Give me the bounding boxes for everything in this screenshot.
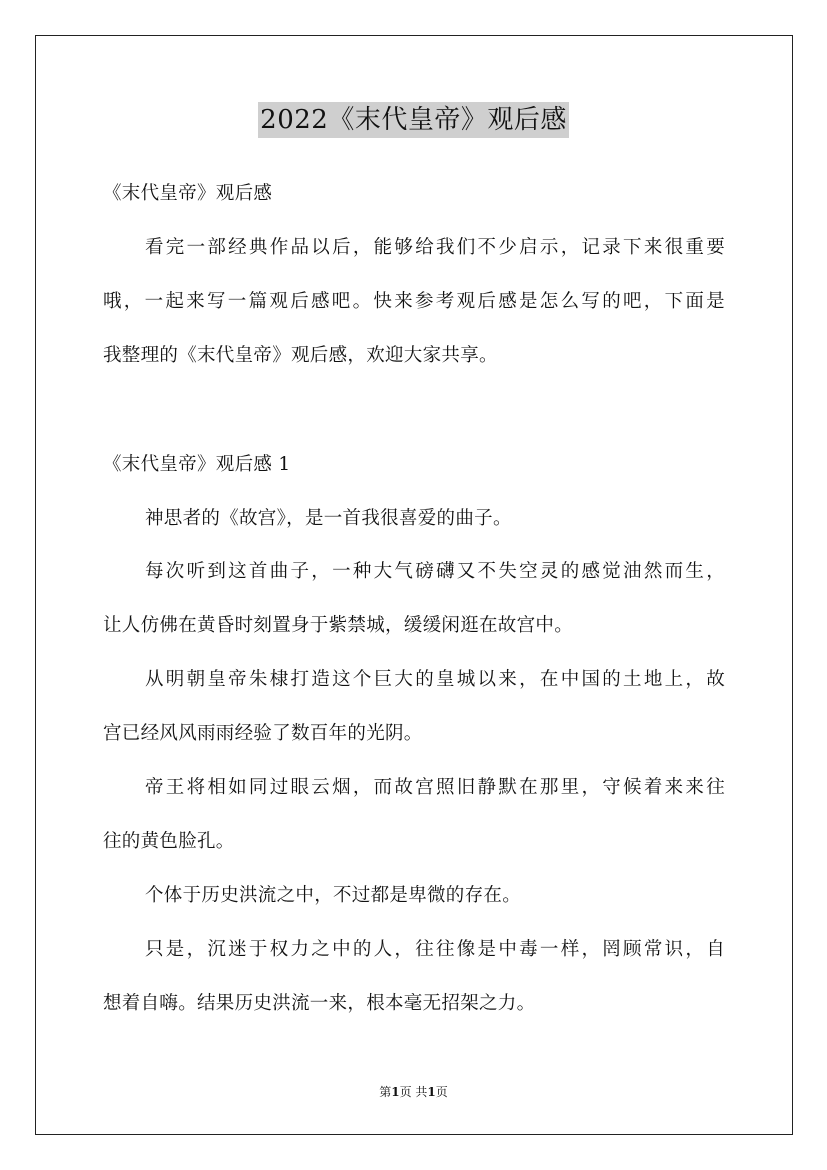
- body-paragraph-line: 个体于历史洪流之中，不过都是卑微的存在。: [145, 885, 522, 906]
- body-paragraph-line: 只是，沉迷于权力之中的人，往往像是中毒一样，罔顾常识，自: [145, 939, 725, 960]
- body-paragraph-line: 往的黄色脸孔。: [103, 831, 235, 852]
- intro-line-2: 哦，一起来写一篇观后感吧。快来参考观后感是怎么写的吧，下面是: [103, 291, 725, 312]
- body-paragraph-line: 每次听到这首曲子，一种大气磅礴又不失空灵的感觉油然而生，: [145, 561, 725, 582]
- footer-prefix: 第: [379, 1085, 392, 1099]
- intro-line-1: 看完一部经典作品以后，能够给我们不少启示，记录下来很重要: [145, 237, 725, 258]
- document-title: 2022《末代皇帝》观后感: [258, 102, 569, 138]
- section-heading: 《末代皇帝》观后感 1: [103, 454, 291, 475]
- body-paragraph-line: 神思者的《故宫》，是一首我很喜爱的曲子。: [145, 508, 512, 529]
- subtitle: 《末代皇帝》观后感: [103, 183, 273, 204]
- title-container: [0, 102, 827, 138]
- footer-suffix: 页: [435, 1085, 448, 1099]
- intro-line-3: 我整理的《末代皇帝》观后感，欢迎大家共享。: [103, 345, 498, 366]
- body-paragraph-line: 帝王将相如同过眼云烟，而故宫照旧静默在那里，守候着来来往: [145, 777, 725, 798]
- footer-page-number: 1: [391, 1085, 400, 1099]
- body-paragraph-line: 让人仿佛在黄昏时刻置身于紫禁城，缓缓闲逛在故宫中。: [103, 615, 574, 636]
- body-paragraph-line: 想着自嗨。结果历史洪流一来，根本毫无招架之力。: [103, 993, 536, 1014]
- body-paragraph-line: 从明朝皇帝朱棣打造这个巨大的皇城以来，在中国的土地上，故: [145, 669, 725, 690]
- footer-mid: 页 共: [399, 1085, 428, 1099]
- page-footer: [0, 1084, 827, 1100]
- footer-page-total: 1: [427, 1085, 436, 1099]
- body-paragraph-line: 宫已经风风雨雨经验了数百年的光阴。: [103, 723, 423, 744]
